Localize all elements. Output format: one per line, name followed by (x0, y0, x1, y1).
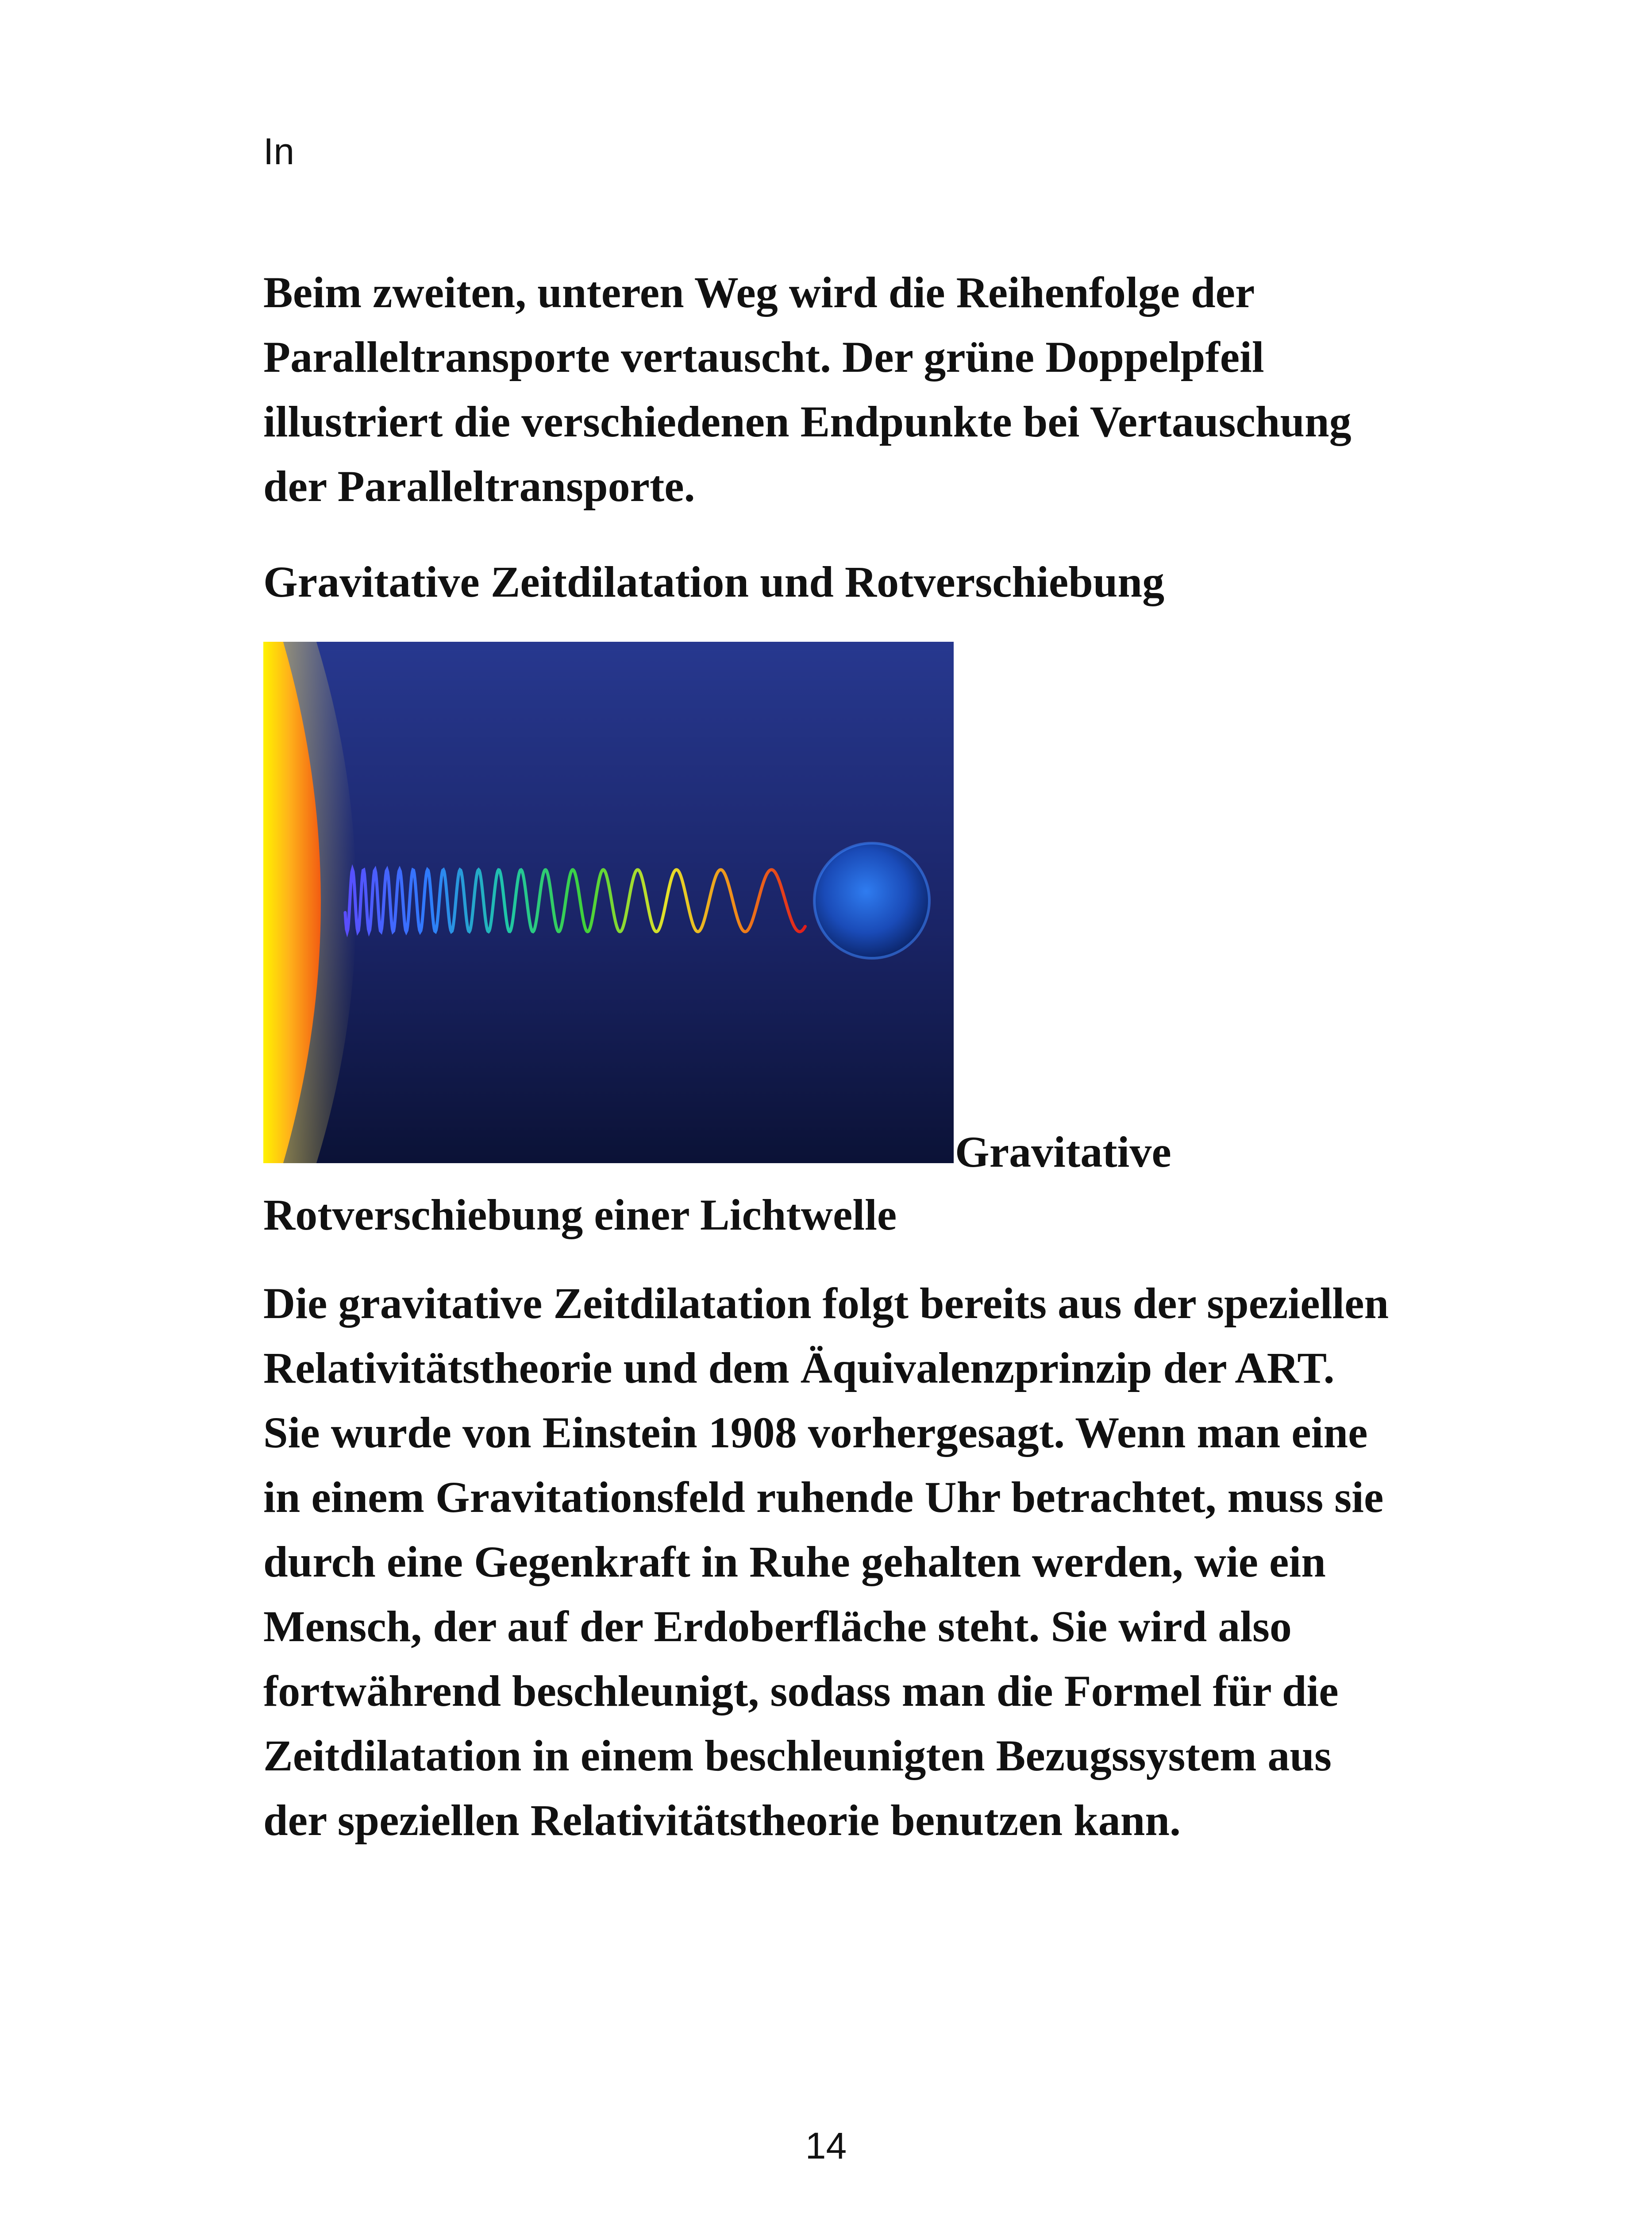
planet (814, 843, 929, 958)
page-number: 14 (805, 2125, 847, 2167)
paragraph-parallel-transport: Beim zweiten, unteren Weg wird die Reihenfolge der Paralleltransporte vertauscht. Der grüne Doppelpfeil illustriert die verschiedenen Endpunkte bei Vertauschung der Paralleltransporte. (263, 268, 1352, 511)
figure-caption-part1: Gravitative (955, 1127, 1171, 1176)
header-fragment: In (263, 131, 295, 172)
paragraph-time-dilation: Die gravitative Zeitdilatation folgt bereits aus der speziellen Relativitätstheorie und dem Äquivalenzprinzip der ART. Sie wurde von Einstein 1908 vorhergesagt. Wenn man eine in einem Gravitationsfeld ruhende Uhr betrachtet, muss sie durch eine Gegenkraft in Ruhe gehalten werden, wie ein Mensch, der auf der Erdoberfläche steht. Sie wird also fortwährend beschleunigt, sodass man die Formel für die Zeitdilatation in einem beschleunigten Bezugssystem aus der speziellen Relativitätstheorie benutzen kann. (263, 1279, 1389, 1845)
section-heading: Gravitative Zeitdilatation und Rotverschiebung (263, 557, 1165, 606)
redshift-image (263, 642, 954, 1163)
redshift-illustration (263, 642, 954, 1163)
figure-caption-part2: Rotverschiebung einer Lichtwelle (263, 1190, 897, 1239)
